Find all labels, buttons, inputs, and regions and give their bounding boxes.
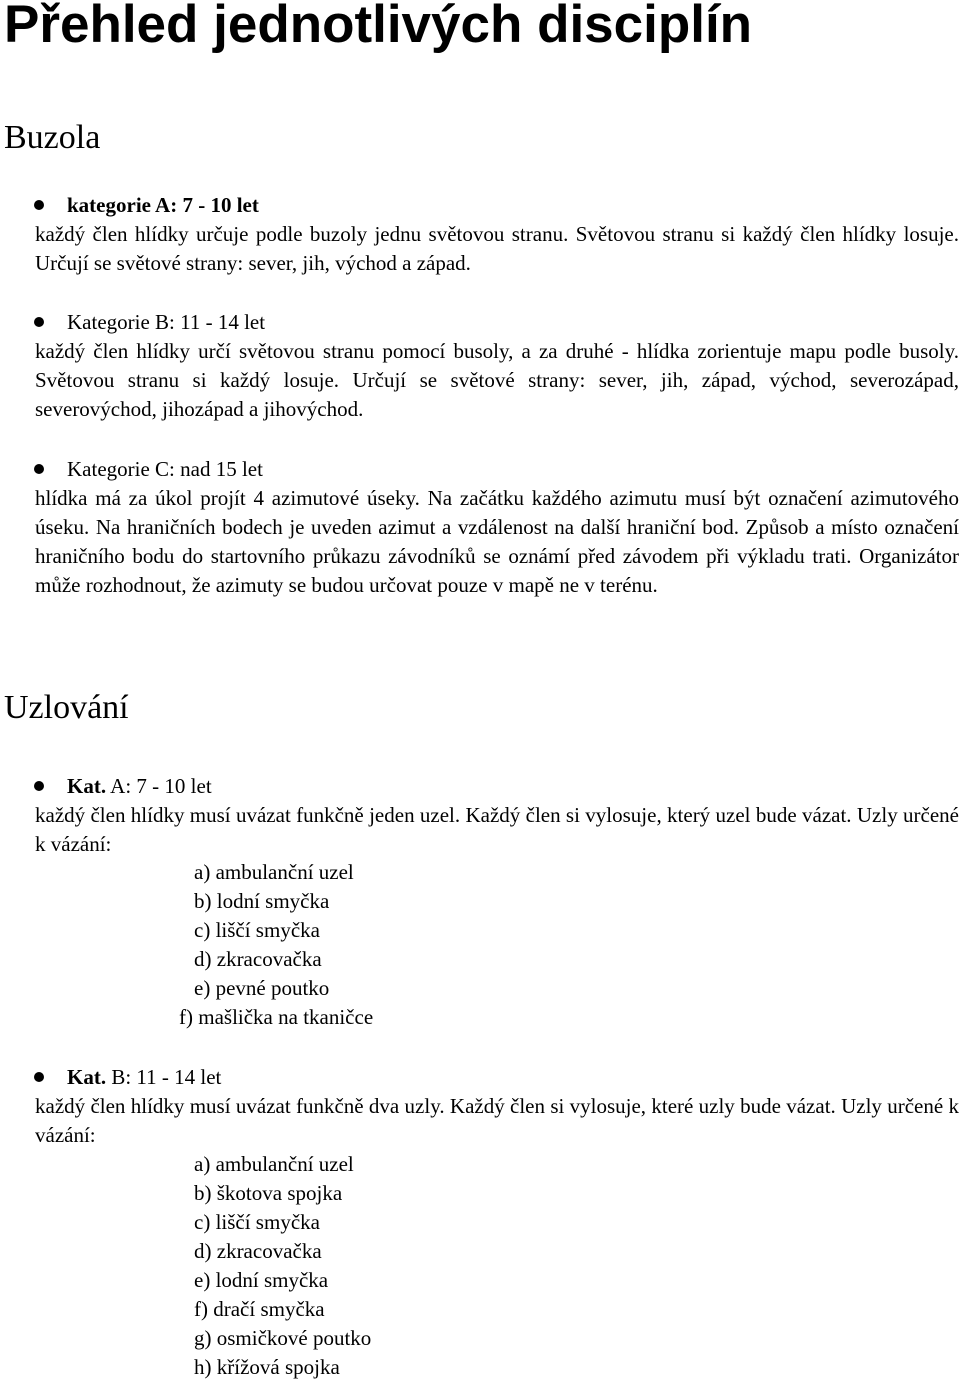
category-label: kategorie A: 7 - 10 let — [67, 193, 259, 217]
category-description: každý člen hlídky musí uvázat funkčně jeden uzel. Každý člen si vylosuje, který uzel bude vázat. Uzly určené k vázání: — [35, 803, 959, 856]
knot-list-b — [194, 1150, 371, 1382]
category-description: každý člen hlídky musí uvázat funkčně dva uzly. Každý člen si vylosuje, které uzly bude vázat. Uzly určené k vázání: — [35, 1094, 959, 1147]
category-label-rest: A: 7 - 10 let — [110, 774, 212, 798]
category-label-prefix: Kat. — [67, 774, 107, 798]
category-label — [67, 772, 212, 801]
list-item: c) liščí smyčka — [194, 1210, 320, 1234]
list-item: f) mašlička na tkaničce — [179, 1005, 374, 1029]
bullet-icon — [34, 1072, 44, 1082]
category-description: každý člen hlídky určí světovou stranu pomocí busoly, a za druhé - hlídka zorientuje mapu podle busoly. Světovou stranu si každý losuje. Určují se světové strany: sever, jih, západ, východ, severozápad, severovýchod, jihozápad a jihovýchod. — [35, 339, 959, 421]
category-description: každý člen hlídky určuje podle buzoly jednu světovou stranu. Světovou stranu si každý člen hlídky losuje. Určují se světové strany: sever, jih, východ a západ. — [35, 222, 959, 275]
category-label — [67, 1063, 221, 1092]
list-item: a) ambulanční uzel — [194, 860, 354, 884]
list-item: d) zkracovačka — [194, 1239, 322, 1263]
list-item: e) pevné poutko — [194, 976, 330, 1000]
list-item: a) ambulanční uzel — [194, 1152, 354, 1176]
list-item: f) dračí smyčka — [194, 1297, 325, 1321]
knot-list-a — [179, 858, 374, 1032]
category-label-prefix: Kat. — [67, 1065, 107, 1089]
list-item: c) liščí smyčka — [194, 918, 320, 942]
bullet-icon — [34, 464, 44, 474]
category-label: Kategorie B: 11 - 14 let — [67, 310, 266, 334]
list-item: d) zkracovačka — [194, 947, 322, 971]
list-item: b) lodní smyčka — [194, 889, 330, 913]
bullet-icon — [34, 317, 44, 327]
bullet-icon — [34, 200, 44, 210]
list-item: b) škotova spojka — [194, 1181, 343, 1205]
section-heading-uzlovani: Uzlování — [4, 689, 129, 726]
list-item: e) lodní smyčka — [194, 1268, 329, 1292]
list-item: h) křížová spojka — [194, 1355, 340, 1379]
bullet-icon — [34, 781, 44, 791]
page-title: Přehled jednotlivých disciplín — [4, 0, 753, 54]
category-description: hlídka má za úkol projít 4 azimutové úseky. Na začátku každého azimutu musí být označení azimutového úseku. Na hraničních bodech je uveden azimut a vzdálenost na další hraniční bod. Způsob a místo označení hraničního bodu do startovního průkazu závodníků se oznámí před závodem při výkladu trati. Organizátor může rozhodnout, že azimuty se budou určovat pouze v mapě ne v terénu. — [35, 486, 959, 597]
category-label-rest: B: 11 - 14 let — [111, 1065, 222, 1089]
category-label: Kategorie C: nad 15 let — [67, 457, 263, 481]
list-item: g) osmičkové poutko — [194, 1326, 372, 1350]
section-heading-buzola: Buzola — [4, 119, 101, 156]
